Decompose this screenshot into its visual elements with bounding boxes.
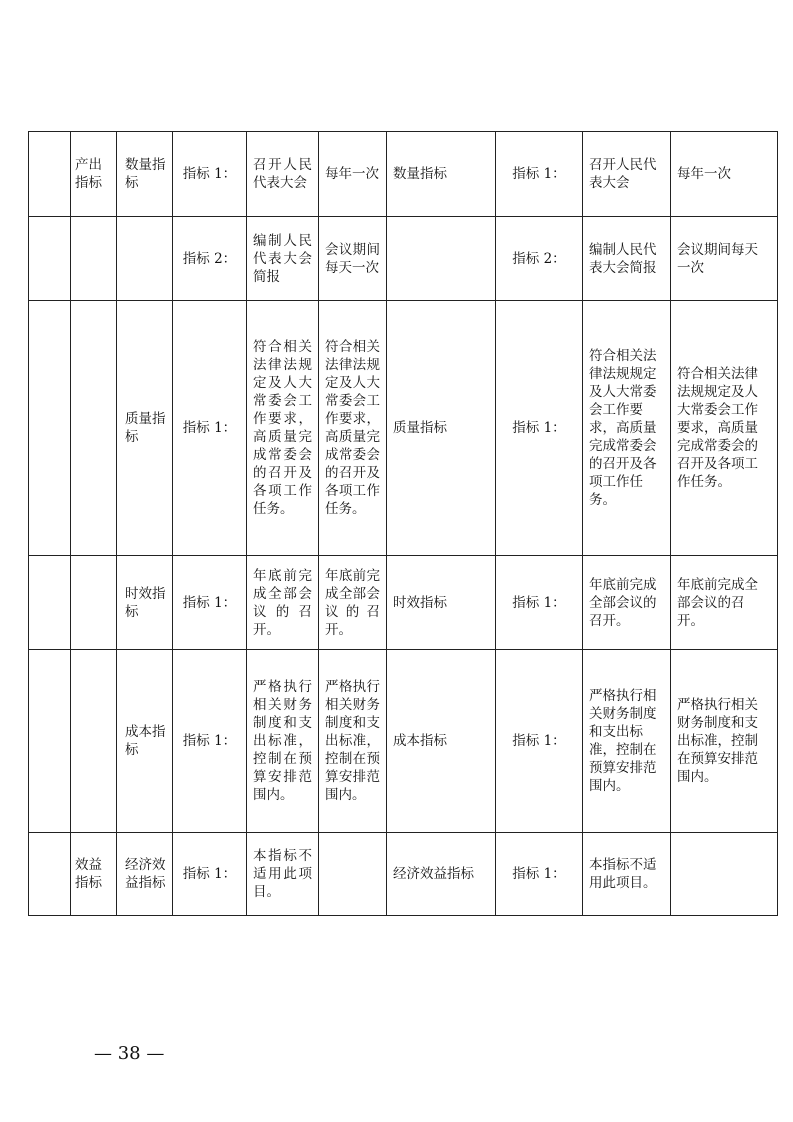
sub-indicator-cell-2: 数量指标 — [387, 132, 496, 217]
target-cell: 年底前完成全部会议的召开。 — [247, 556, 319, 650]
blank-cell — [29, 132, 71, 217]
table-row — [29, 833, 778, 916]
table-row — [29, 217, 778, 301]
table-row — [29, 301, 778, 556]
target-cell-2: 符合相关法律法规规定及人大常委会工作要求，高质量完成常委会的召开及各项工作任务。 — [583, 301, 671, 556]
target-cell: 符合相关法律法规定及人大常委会工作要求，高质量完成常委会的召开及各项工作任务。 — [247, 301, 319, 556]
sub-indicator-cell: 经济效益指标 — [117, 833, 173, 916]
table-row — [29, 132, 778, 217]
category-cell — [71, 217, 117, 301]
target-cell-2: 严格执行相关财务制度和支出标准，控制在预算安排范围内。 — [583, 650, 671, 833]
value-cell-2: 符合相关法律法规规定及人大常委会工作要求，高质量完成常委会的召开及各项工作任务。 — [671, 301, 778, 556]
target-cell: 严格执行相关财务制度和支出标准，控制在预算安排范围内。 — [247, 650, 319, 833]
target-cell: 召开人民代表大会 — [247, 132, 319, 217]
indicator-no-cell-2: 指标 1： — [496, 556, 583, 650]
sub-indicator-cell: 质量指标 — [117, 301, 173, 556]
table-row — [29, 650, 778, 833]
indicator-no-cell-2: 指标 2： — [496, 217, 583, 301]
blank-cell — [29, 556, 71, 650]
target-cell-2: 本指标不适用此项目。 — [583, 833, 671, 916]
value-cell: 年底前完成全部会议的召开。 — [319, 556, 387, 650]
value-cell-2: 每年一次 — [671, 132, 778, 217]
blank-cell — [29, 217, 71, 301]
value-cell-2 — [671, 833, 778, 916]
indicator-no-cell: 指标 2： — [173, 217, 247, 301]
category-cell — [71, 301, 117, 556]
value-cell: 每年一次 — [319, 132, 387, 217]
page-number: — 38 — — [94, 1043, 165, 1064]
value-cell-2: 年底前完成全部会议的召开。 — [671, 556, 778, 650]
category-cell: 效益指标 — [71, 833, 117, 916]
indicator-no-cell: 指标 1： — [173, 301, 247, 556]
indicator-table — [28, 131, 778, 916]
sub-indicator-cell-2: 经济效益指标 — [387, 833, 496, 916]
indicator-no-cell-2: 指标 1： — [496, 132, 583, 217]
target-cell-2: 召开人民代表大会 — [583, 132, 671, 217]
sub-indicator-cell-2: 成本指标 — [387, 650, 496, 833]
blank-cell — [29, 650, 71, 833]
target-cell-2: 年底前完成全部会议的召开。 — [583, 556, 671, 650]
value-cell-2: 会议期间每天一次 — [671, 217, 778, 301]
value-cell: 符合相关法律法规定及人大常委会工作要求，高质量完成常委会的召开及各项工作任务。 — [319, 301, 387, 556]
sub-indicator-cell-2: 质量指标 — [387, 301, 496, 556]
indicator-no-cell: 指标 1： — [173, 556, 247, 650]
sub-indicator-cell: 成本指标 — [117, 650, 173, 833]
table-row — [29, 556, 778, 650]
indicator-no-cell-2: 指标 1： — [496, 650, 583, 833]
category-cell — [71, 650, 117, 833]
indicator-no-cell: 指标 1： — [173, 650, 247, 833]
category-cell: 产出指标 — [71, 132, 117, 217]
target-cell: 编制人民代表大会简报 — [247, 217, 319, 301]
indicator-no-cell-2: 指标 1： — [496, 301, 583, 556]
category-cell — [71, 556, 117, 650]
value-cell: 会议期间每天一次 — [319, 217, 387, 301]
sub-indicator-cell — [117, 217, 173, 301]
value-cell: 严格执行相关财务制度和支出标准，控制在预算安排范围内。 — [319, 650, 387, 833]
sub-indicator-cell-2: 时效指标 — [387, 556, 496, 650]
blank-cell — [29, 833, 71, 916]
value-cell-2: 严格执行相关财务制度和支出标准，控制在预算安排范围内。 — [671, 650, 778, 833]
indicator-no-cell: 指标 1： — [173, 833, 247, 916]
value-cell — [319, 833, 387, 916]
target-cell-2: 编制人民代表大会简报 — [583, 217, 671, 301]
target-cell: 本指标不适用此项目。 — [247, 833, 319, 916]
sub-indicator-cell-2 — [387, 217, 496, 301]
blank-cell — [29, 301, 71, 556]
indicator-no-cell: 指标 1： — [173, 132, 247, 217]
sub-indicator-cell: 数量指标 — [117, 132, 173, 217]
sub-indicator-cell: 时效指标 — [117, 556, 173, 650]
indicator-no-cell-2: 指标 1： — [496, 833, 583, 916]
